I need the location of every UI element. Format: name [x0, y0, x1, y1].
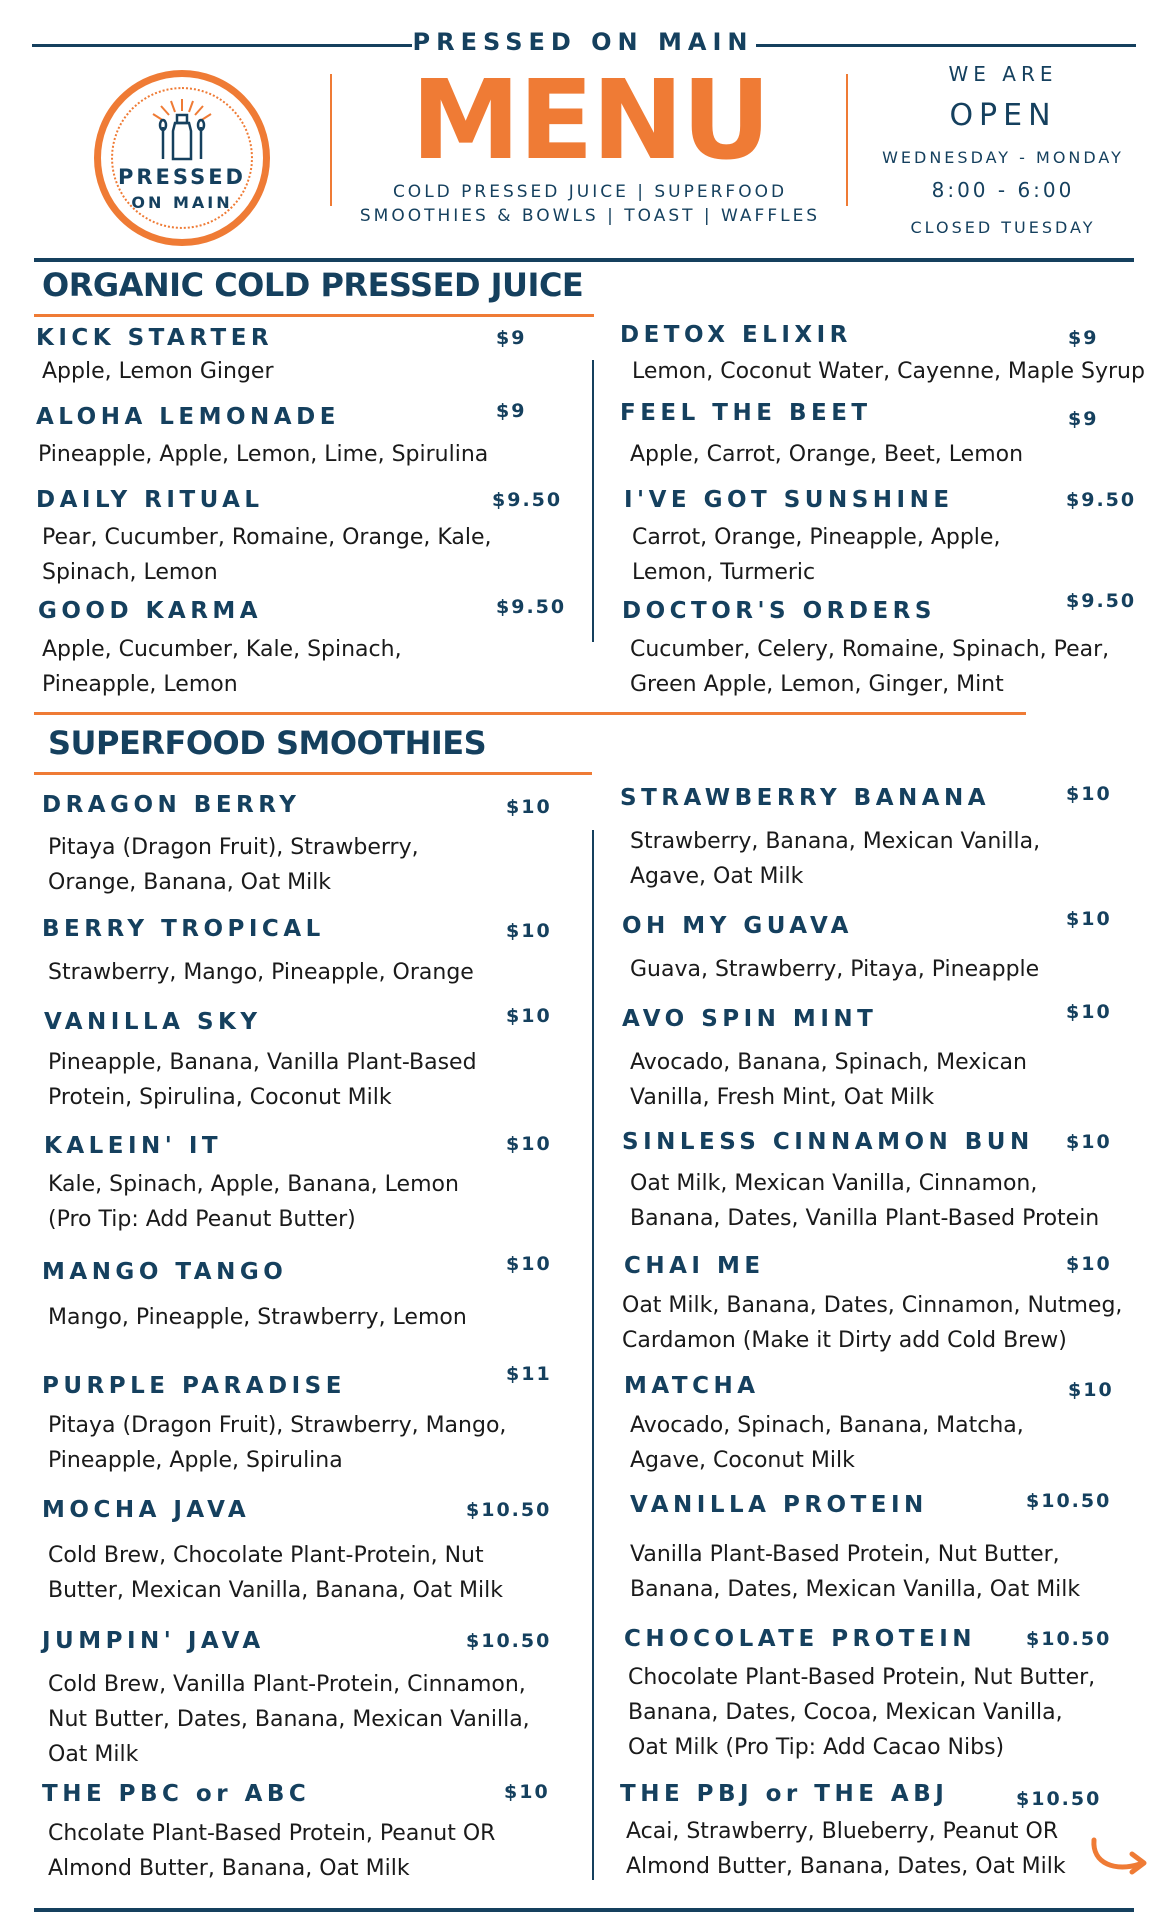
- smoothie-item-price: $10: [506, 1253, 552, 1275]
- smoothie-item-name: SINLESS CINNAMON BUN: [622, 1129, 1034, 1155]
- juice-item-name: DOCTOR'S ORDERS: [622, 598, 936, 624]
- smoothie-item-price: $10: [1068, 1379, 1114, 1401]
- smoothie-item-name: MATCHA: [624, 1373, 760, 1399]
- smoothie-item-name: MOCHA JAVA: [42, 1497, 251, 1523]
- smoothie-item-name: OH MY GUAVA: [622, 913, 853, 939]
- juice-item-desc: Pear, Cucumber, Romaine, Orange, Kale, Spinach, Lemon: [42, 525, 492, 585]
- juice-item-desc: Apple, Cucumber, Kale, Spinach, Pineapple, Lemon: [42, 637, 402, 697]
- smoothie-item-desc: Mango, Pineapple, Strawberry, Lemon: [48, 1305, 467, 1330]
- smoothies-section-title: SUPERFOOD SMOOTHIES: [48, 724, 487, 762]
- juice-item-name: ALOHA LEMONADE: [36, 404, 340, 430]
- header-bottom-rule: [34, 258, 1134, 262]
- juice-item-price: $9: [496, 400, 527, 422]
- juice-item-name: FEEL THE BEET: [620, 400, 872, 426]
- smoothie-item-desc: Oat Milk, Mexican Vanilla, Cinnamon, Banana, Dates, Vanilla Plant-Based Protein: [630, 1171, 1100, 1231]
- smoothie-item-price: $10.50: [466, 1630, 552, 1652]
- smoothie-item-desc: Avocado, Banana, Spinach, Mexican Vanilla, Fresh Mint, Oat Milk: [630, 1050, 1027, 1110]
- smoothie-item-name: VANILLA SKY: [44, 1009, 262, 1035]
- smoothie-item-desc: Acai, Strawberry, Blueberry, Peanut OR Almond Butter, Banana, Dates, Oat Milk: [626, 1819, 1066, 1879]
- smoothie-item-name: BERRY TROPICAL: [42, 916, 325, 942]
- smoothie-item-price: $10: [1066, 908, 1112, 930]
- smoothie-item-price: $10: [1066, 1253, 1112, 1275]
- juice-item-name: GOOD KARMA: [38, 598, 263, 624]
- smoothie-item-price: $10: [506, 1133, 552, 1155]
- smoothie-item-price: $10.50: [466, 1499, 552, 1521]
- juice-title-underline: [34, 314, 594, 317]
- open-days: WEDNESDAY - MONDAY: [882, 148, 1124, 167]
- we-are-label: WE ARE: [948, 62, 1058, 86]
- smoothie-item-desc: Cold Brew, Chocolate Plant-Protein, Nut Butter, Mexican Vanilla, Banana, Oat Milk: [48, 1543, 503, 1603]
- smoothie-item-name: STRAWBERRY BANANA: [620, 785, 991, 811]
- page-title: MENU: [411, 56, 769, 184]
- smoothie-item-name: KALEIN' IT: [44, 1133, 223, 1159]
- juice-item-name: DAILY RITUAL: [36, 487, 264, 513]
- juice-item-price: $9: [496, 327, 527, 349]
- smoothie-item-price: $10: [504, 1781, 550, 1803]
- smoothie-item-desc: Pitaya (Dragon Fruit), Strawberry, Mango, Pineapple, Apple, Spirulina: [48, 1413, 507, 1473]
- smoothie-item-name: AVO SPIN MINT: [622, 1006, 878, 1032]
- juice-bottle-icon: [147, 97, 217, 163]
- logo: [94, 70, 270, 246]
- smoothies-title-underline: [34, 772, 592, 775]
- closed-day: CLOSED TUESDAY: [910, 218, 1096, 237]
- subtitle-line-1: COLD PRESSED JUICE | SUPERFOOD: [392, 182, 788, 202]
- juice-item-desc: Apple, Carrot, Orange, Beet, Lemon: [630, 442, 1024, 467]
- smoothie-item-price: $10: [506, 1005, 552, 1027]
- smoothie-item-price: $10: [1066, 783, 1112, 805]
- smoothie-item-name: DRAGON BERRY: [42, 792, 301, 818]
- smoothie-item-price: $10: [1066, 1131, 1112, 1153]
- footer-rule: [34, 1908, 1134, 1912]
- smoothie-item-name: THE PBJ or THE ABJ: [620, 1781, 949, 1807]
- smoothie-item-name: VANILLA PROTEIN: [630, 1492, 928, 1518]
- smoothie-item-name: JUMPIN' JAVA: [42, 1628, 265, 1654]
- smoothie-item-desc: Kale, Spinach, Apple, Banana, Lemon (Pro Tip: Add Peanut Butter): [48, 1172, 459, 1232]
- smoothie-item-name: MANGO TANGO: [42, 1259, 288, 1285]
- smoothie-item-price: $10.50: [1026, 1490, 1112, 1512]
- smoothie-item-desc: Chocolate Plant-Based Protein, Nut Butter, Banana, Dates, Cocoa, Mexican Vanilla, Oat Milk (Pro Tip: Add Cacao Nibs): [628, 1665, 1096, 1760]
- juice-item-desc: Apple, Lemon Ginger: [42, 359, 274, 384]
- juice-column-divider: [592, 360, 594, 642]
- open-hours: 8:00 - 6:00: [931, 178, 1075, 202]
- juice-item-price: $9.50: [492, 489, 563, 511]
- smoothie-item-desc: Vanilla Plant-Based Protein, Nut Butter, Banana, Dates, Mexican Vanilla, Oat Milk: [630, 1542, 1081, 1602]
- smoothie-item-price: $10: [506, 796, 552, 818]
- smoothie-item-desc: Guava, Strawberry, Pitaya, Pineapple: [630, 957, 1040, 982]
- smoothie-item-name: PURPLE PARADISE: [42, 1373, 346, 1399]
- smoothie-item-desc: Strawberry, Mango, Pineapple, Orange: [48, 960, 474, 985]
- juice-item-desc: Pineapple, Apple, Lemon, Lime, Spirulina: [38, 442, 489, 467]
- smoothie-item-price: $10: [1066, 1001, 1112, 1023]
- logo-text: PRESSED: [118, 165, 246, 189]
- smoothie-item-price: $10: [506, 920, 552, 942]
- subtitle-line-2: SMOOTHIES & BOWLS | TOAST | WAFFLES: [359, 206, 821, 226]
- smoothie-item-name: THE PBC or ABC: [42, 1781, 311, 1807]
- smoothie-item-desc: Cold Brew, Vanilla Plant-Protein, Cinnamon, Nut Butter, Dates, Banana, Mexican Vanilla, Oat Milk: [48, 1672, 530, 1767]
- smoothie-item-desc: Strawberry, Banana, Mexican Vanilla, Agave, Oat Milk: [630, 829, 1041, 889]
- smoothie-item-price: $11: [506, 1363, 552, 1385]
- header-divider-right: [846, 74, 848, 206]
- smoothie-item-desc: Oat Milk, Banana, Dates, Cinnamon, Nutmeg, Cardamon (Make it Dirty add Cold Brew): [622, 1293, 1123, 1353]
- juice-item-name: I'VE GOT SUNSHINE: [624, 487, 954, 513]
- juice-item-name: DETOX ELIXIR: [620, 322, 852, 348]
- juice-section-title: ORGANIC COLD PRESSED JUICE: [42, 266, 584, 304]
- smoothie-item-price: $10.50: [1026, 1628, 1112, 1650]
- juice-item-price: $9.50: [1066, 489, 1137, 511]
- smoothie-item-desc: Chcolate Plant-Based Protein, Peanut OR Almond Butter, Banana, Oat Milk: [48, 1821, 496, 1881]
- open-status: OPEN: [949, 98, 1057, 133]
- smoothie-item-name: CHOCOLATE PROTEIN: [624, 1626, 977, 1652]
- juice-item-name: KICK STARTER: [36, 325, 274, 351]
- juice-item-price: $9: [1068, 408, 1099, 430]
- smoothies-column-divider: [592, 830, 594, 1880]
- smoothie-item-name: CHAI ME: [624, 1253, 765, 1279]
- logo-subtext: ON MAIN: [131, 193, 233, 212]
- curved-arrow-icon: [1086, 1834, 1156, 1880]
- juice-bottom-rule: [34, 712, 1026, 715]
- juice-item-desc: Lemon, Coconut Water, Cayenne, Maple Syrup: [632, 359, 1145, 384]
- juice-item-price: $9.50: [1066, 590, 1137, 612]
- juice-item-desc: Carrot, Orange, Pineapple, Apple, Lemon, Turmeric: [632, 525, 1001, 585]
- juice-item-desc: Cucumber, Celery, Romaine, Spinach, Pear, Green Apple, Lemon, Ginger, Mint: [630, 637, 1110, 697]
- smoothie-item-desc: Avocado, Spinach, Banana, Matcha, Agave, Coconut Milk: [630, 1413, 1024, 1473]
- brand-name: PRESSED ON MAIN: [412, 28, 754, 56]
- smoothie-item-price: $10.50: [1016, 1788, 1102, 1810]
- smoothie-item-desc: Pineapple, Banana, Vanilla Plant-Based Protein, Spirulina, Coconut Milk: [48, 1050, 477, 1110]
- juice-item-price: $9: [1068, 327, 1099, 349]
- juice-item-price: $9.50: [496, 596, 567, 618]
- smoothie-item-desc: Pitaya (Dragon Fruit), Strawberry, Orange, Banana, Oat Milk: [48, 835, 419, 895]
